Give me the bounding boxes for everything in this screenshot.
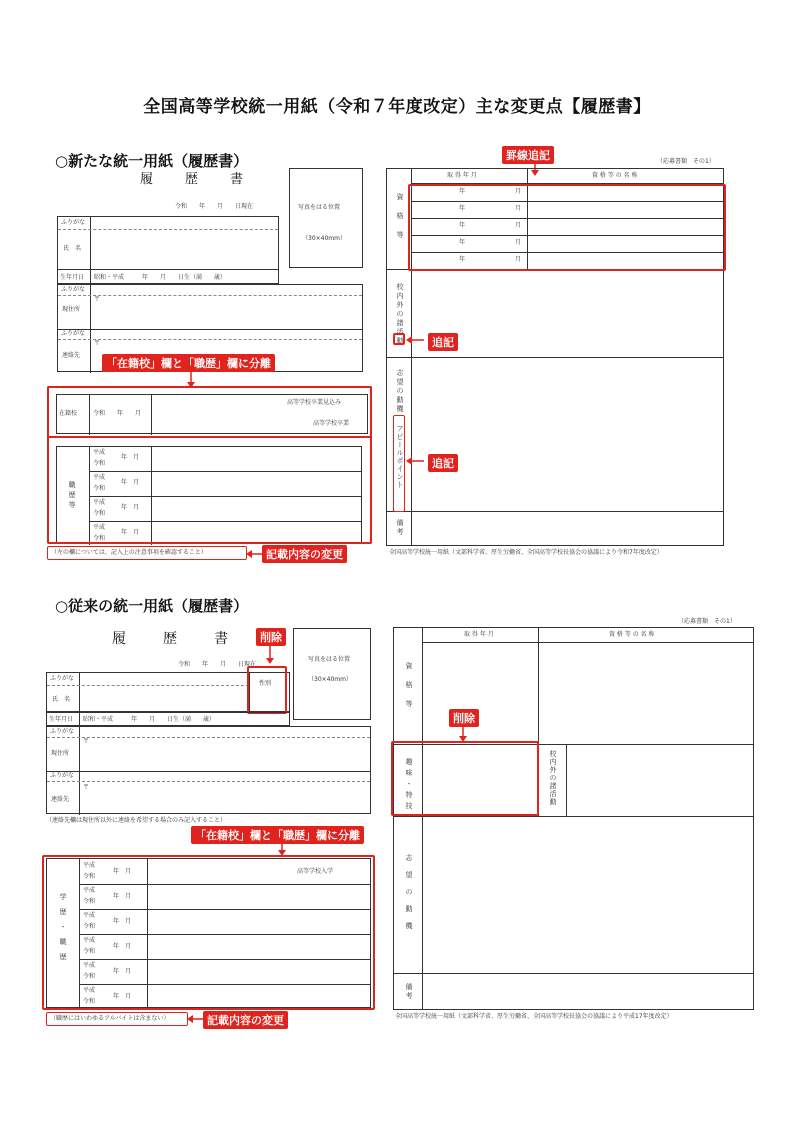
old-ann-split: 「在籍校」欄と「職歴」欄に分離 — [191, 826, 364, 844]
new-ann-split: 「在籍校」欄と「職歴」欄に分離 — [102, 354, 275, 372]
old-birth-row — [46, 712, 290, 726]
new-tsuki: 月 — [515, 239, 522, 246]
old-era-heisei: 平成 — [83, 862, 96, 869]
new-history-highlight — [47, 386, 372, 544]
new-footer: 全国高等学校統一用紙（文部科学省、厚生労働省、全国高等学校長協会の協議により令和7年度改定） — [389, 549, 663, 556]
old-extra-label: 校内外の諸活動 — [549, 750, 557, 806]
old-postal-1: 〒 — [83, 738, 90, 745]
new-qual-label: 資格等 — [396, 193, 404, 250]
new-ann-sepline: 罫線追記 — [502, 146, 554, 164]
old-photo-text: 写真をはる位置 — [308, 656, 351, 663]
new-form-heading: ○新たな統一用紙（履歴書） — [55, 152, 249, 170]
new-school-entry: 高等学校卒業見込み — [287, 399, 342, 406]
new-era-heisei: 平成 — [93, 449, 106, 456]
old-name-label: 氏 名 — [52, 696, 71, 703]
old-ym: 年 月 — [113, 968, 132, 975]
new-ann-add2: 追記 — [428, 454, 458, 472]
old-qual-name-header: 資 格 等 の 名 称 — [609, 631, 655, 638]
old-addr-furigana: ふりがな — [50, 728, 75, 735]
new-tsuki: 月 — [515, 205, 522, 212]
new-era-reiwa: 令和 — [93, 460, 106, 467]
new-school-grad: 高等学校卒業 — [313, 420, 350, 427]
old-address-label: 現住所 — [51, 750, 70, 757]
new-add1-box — [393, 333, 405, 345]
new-photo-box — [289, 168, 363, 268]
new-ym: 年 月 — [121, 504, 140, 511]
old-footer: 全国高等学校統一用紙（文部科学省、厚生労働省、全国高等学校長協会の協議により平成17年度改定） — [395, 1013, 673, 1020]
new-ann-change: 記載内容の変更 — [262, 545, 347, 563]
new-tsuki: 月 — [515, 256, 522, 263]
old-era-heisei: 平成 — [83, 937, 96, 944]
new-name-label: 氏 名 — [63, 245, 82, 252]
new-identity-table — [57, 216, 279, 284]
new-furigana: ふりがな — [61, 219, 86, 226]
new-photo-size: （30×40mm） — [302, 235, 346, 242]
new-postal-2: 〒 — [94, 340, 101, 347]
old-contact-furigana: ふりがな — [50, 772, 75, 779]
new-address-label: 現住所 — [62, 306, 81, 313]
new-nen: 年 — [459, 188, 466, 195]
old-history-highlight — [42, 855, 375, 1010]
old-arrow-del2 — [458, 726, 468, 744]
new-arrow-add2 — [406, 457, 424, 467]
new-era-reiwa: 令和 — [93, 535, 106, 542]
old-arrow-change — [187, 1014, 203, 1024]
old-date-line: 令和 年 月 日現在 — [178, 661, 257, 668]
new-postal-1: 〒 — [94, 296, 101, 303]
new-pr-label: アピールポイント — [396, 425, 404, 489]
new-era-reiwa: 令和 — [93, 485, 106, 492]
new-form-title: 履 歴 書 — [140, 172, 246, 187]
old-ann-change: 記載内容の変更 — [203, 1011, 288, 1029]
new-birth-label: 生年月日 — [60, 274, 85, 281]
old-postal-2: 〒 — [83, 784, 90, 791]
old-hobby-highlight — [391, 741, 539, 816]
new-remarks-label: 備考 — [396, 519, 404, 537]
old-remarks-label: 備考 — [405, 983, 413, 1001]
old-era-heisei: 平成 — [83, 887, 96, 894]
new-addr-furigana: ふりがな — [61, 286, 86, 293]
old-contact-note: （連絡先欄は現住所以外に連絡を希望する場合のみ記入すること） — [46, 817, 227, 824]
old-note: （職歴にはいわゆるアルバイトは含まない） — [50, 1015, 170, 1022]
page-title: 全国高等学校統一用紙（令和７年度改定）主な変更点【履歴書】 — [143, 97, 651, 117]
old-qual-label: 資格等 — [405, 662, 413, 719]
old-photo-size: （30×40mm） — [308, 676, 352, 683]
new-ym: 年 月 — [121, 454, 140, 461]
old-era-reiwa: 令和 — [83, 973, 96, 980]
new-photo-text: 写真をはる位置 — [298, 204, 341, 211]
old-ann-del1: 削除 — [256, 628, 286, 646]
old-address-table — [46, 726, 371, 814]
old-era-heisei: 平成 — [83, 912, 96, 919]
new-contact-furigana: ふりがな — [61, 330, 86, 337]
old-era-reiwa: 令和 — [83, 998, 96, 1005]
old-era-heisei: 平成 — [83, 987, 96, 994]
old-era-reiwa: 令和 — [83, 948, 96, 955]
new-motive-label: 志望の動機 — [396, 369, 404, 414]
old-era-reiwa: 令和 — [83, 873, 96, 880]
new-history-label: 職歴等 — [68, 481, 76, 511]
old-ym: 年 月 — [113, 918, 132, 925]
new-contact-label: 連絡先 — [62, 352, 81, 359]
old-hobby-label: 趣味・特技 — [405, 758, 413, 813]
old-right-table — [393, 627, 754, 1010]
old-era-reiwa: 令和 — [83, 923, 96, 930]
old-birth-value: 昭和・平成 年 月 日生（満 歳） — [83, 716, 216, 723]
old-form-heading: ○従来の統一用紙（履歴書） — [55, 597, 249, 615]
old-ym: 年 月 — [113, 943, 132, 950]
new-era-heisei: 平成 — [93, 474, 106, 481]
old-ym: 年 月 — [113, 993, 132, 1000]
new-ann-add1: 追記 — [428, 333, 458, 351]
new-era-reiwa: 令和 — [93, 510, 106, 517]
new-note-box — [47, 546, 247, 560]
old-hs-entry: 高等学校入学 — [297, 868, 334, 875]
old-ym: 年 月 — [113, 868, 132, 875]
new-add2-box — [393, 415, 405, 512]
new-arrow-change — [246, 549, 262, 559]
new-arrow-add1 — [406, 336, 424, 346]
old-gender-highlight — [247, 666, 287, 714]
old-qual-date-header: 取 得 年 月 — [464, 631, 494, 638]
new-date-line: 令和 年 月 日現在 — [175, 203, 254, 210]
new-school-date: 令和 年 月 — [93, 410, 142, 417]
new-ym: 年 月 — [121, 479, 140, 486]
new-era-heisei: 平成 — [93, 524, 106, 531]
old-contact-label: 連絡先 — [51, 796, 70, 803]
new-form-no: （応募書類 その1） — [657, 158, 715, 165]
old-photo-box — [293, 628, 371, 720]
new-nen: 年 — [459, 256, 466, 263]
old-motive-label: 志望の動機 — [405, 854, 413, 939]
old-arrow-del1 — [265, 645, 275, 665]
old-ann-del2: 削除 — [449, 709, 479, 727]
new-school-label: 在籍校 — [59, 410, 78, 417]
new-nen: 年 — [459, 239, 466, 246]
old-era-reiwa: 令和 — [83, 898, 96, 905]
old-note-box — [46, 1012, 188, 1026]
old-gender: 性別 — [259, 680, 272, 687]
new-ym: 年 月 — [121, 529, 140, 536]
new-qual-highlight — [408, 184, 726, 271]
old-history-label: 学歴・職歴 — [59, 893, 67, 968]
new-tsuki: 月 — [515, 188, 522, 195]
new-birth-value: 昭和・平成 年 月 日生（満 歳） — [94, 274, 227, 281]
old-birth-label: 生年月日 — [49, 716, 74, 723]
new-note: （左の欄については、記入上の注意事項を確認すること） — [51, 549, 207, 556]
old-form-no: （応募書類 その1） — [678, 618, 736, 625]
old-ym: 年 月 — [113, 893, 132, 900]
new-qual-date-header: 取 得 年 月 — [447, 172, 477, 179]
new-era-heisei: 平成 — [93, 499, 106, 506]
new-tsuki: 月 — [515, 222, 522, 229]
new-qual-name-header: 資 格 等 の 名 称 — [592, 172, 638, 179]
old-furigana: ふりがな — [50, 675, 75, 682]
new-nen: 年 — [459, 222, 466, 229]
new-nen: 年 — [459, 205, 466, 212]
old-era-heisei: 平成 — [83, 962, 96, 969]
old-form-title: 履 歴 書 — [112, 631, 231, 647]
new-extra-label: 校内外の諸活動 — [396, 283, 404, 346]
